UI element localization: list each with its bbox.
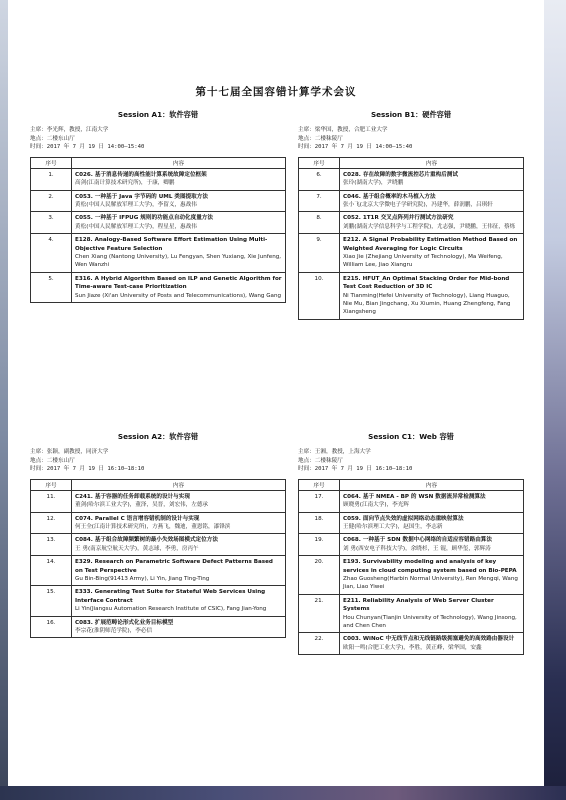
table-row	[31, 212, 286, 234]
paper-authors: Zhao Guosheng(Harbin Normal University), Ren Mengqi, Wang Jian, Liao Yiwei	[343, 576, 518, 591]
paper-authors: 刘 勇(西安电子科技大学)，余晓杉，王 锟，顾华玺，郭辉涛	[343, 545, 491, 552]
page-title: 第十七届全国容错计算学术会议	[195, 86, 357, 98]
table-header	[299, 157, 524, 168]
row-number: 18.	[299, 512, 340, 534]
row-content	[340, 534, 524, 556]
row-content	[72, 272, 286, 302]
session-chair: 主席：王湘，教授，上海大学	[298, 449, 371, 455]
row-number: 15.	[31, 586, 72, 616]
table-row	[299, 234, 524, 273]
paper-title: C028. 存在故障的数字微流控芯片重构后测试	[343, 171, 458, 178]
column-header-content: 内容	[340, 157, 524, 168]
session-name: Session B1：硬件容错	[370, 110, 452, 119]
session-c1	[298, 432, 524, 655]
paper-title: C084. 基于组合故障频繁树的最小失效场图模式定位方法	[75, 537, 218, 544]
row-number: 11.	[31, 490, 72, 512]
table-header	[299, 479, 524, 490]
row-number: 9.	[299, 234, 340, 273]
paper-authors: Chen Xiang (Nantong University), Lu Fengyan, Shen Yuxiang, Xie Junfeng, Wen Wanzhi	[75, 254, 282, 269]
session-b1	[298, 110, 524, 320]
background-strip-right	[544, 0, 566, 800]
table-row	[31, 616, 286, 638]
row-content	[72, 168, 286, 190]
row-number: 4.	[31, 234, 72, 273]
paper-title: C083. 扩展范畴论形式化业务目标模型	[75, 619, 174, 626]
row-number: 13.	[31, 534, 72, 556]
session-chair: 主席：梁华国，教授，合肥工业大学	[298, 127, 388, 133]
row-content	[340, 272, 524, 319]
paper-authors: 王健(哈尔滨理工大学)，赵国生，李志新	[343, 524, 443, 530]
paper-title: E212. A Signal Probability Estimation Method Based on Weighted Averaging for Logic Circuits	[343, 237, 518, 252]
paper-title: C053. 一种基于 Java 字节码的 UML 类图提取方法	[75, 193, 208, 200]
table-row	[31, 586, 286, 616]
paper-authors: 张小飞(北京大学微电子学研究院)，冯建华，薛润鹏，吕琪轩	[343, 202, 493, 208]
paper-authors: 顾晓勇(江南大学)，李光辉	[343, 502, 409, 509]
table-row	[31, 512, 286, 534]
paper-authors: 欧阳一鸣(合肥工业大学)，李胜，黄正峰，梁华国，安鑫	[343, 644, 482, 651]
table-row	[299, 556, 524, 595]
paper-title: E329. Research on Parametric Software Defect Patterns Based on Test Perspective	[75, 559, 273, 574]
row-number: 21.	[299, 594, 340, 633]
table-row	[31, 190, 286, 212]
paper-authors: Gu Bin-Bing(91413 Army), Li Yin, Jiang Ting-Ting	[75, 576, 210, 583]
column-header-no: 序号	[299, 157, 340, 168]
table-row	[299, 490, 524, 512]
row-content	[72, 190, 286, 212]
table-row	[299, 190, 524, 212]
row-number: 7.	[299, 190, 340, 212]
row-number: 16.	[31, 616, 72, 638]
row-number: 8.	[299, 212, 340, 234]
session-location: 地点：二楼秣陵厅	[298, 135, 343, 142]
row-content	[72, 512, 286, 534]
paper-authors: Ni Tianming(Hefei University of Technology), Liang Huaguo, Nie Mu, Bian Jingchang, Xu Xiumin, Huang Zhengfeng, Fang Xiangsheng	[343, 292, 511, 316]
session-location: 地点：二楼东山厅	[30, 457, 75, 464]
paper-table	[298, 157, 524, 320]
row-content	[72, 534, 286, 556]
row-number: 6.	[299, 168, 340, 190]
table-row	[299, 212, 524, 234]
paper-authors: 何王全(江南计算技术研究所)，方燕飞，魏迪，董恩铭，漆锋滨	[75, 524, 231, 530]
background-strip-bottom	[0, 786, 566, 800]
table-row	[299, 272, 524, 319]
table-header	[31, 479, 286, 490]
session-time: 时间：2017 年 7 月 19 日 14:00–15:40	[30, 144, 145, 151]
column-header-no: 序号	[31, 157, 72, 168]
row-content	[72, 586, 286, 616]
paper-title: C059. 面向节点失效的虚拟网络动态重映射算法	[343, 515, 464, 522]
row-content	[72, 616, 286, 638]
table-row	[31, 234, 286, 273]
column-header-content: 内容	[340, 479, 524, 490]
row-number: 14.	[31, 556, 72, 586]
paper-title: E211. Reliability Analysis of Web Server Cluster Systems	[343, 597, 494, 613]
table-row	[31, 490, 286, 512]
row-content	[340, 512, 524, 534]
paper-authors: Hou Chunyan(Tianjin University of Technology), Wang Jinsong, and Chen Chen	[343, 614, 517, 630]
row-content	[340, 633, 524, 655]
session-time: 时间：2017 年 7 月 19 日 14:00–15:40	[298, 144, 413, 151]
table-row	[31, 556, 286, 586]
paper-authors: Li Yin(Jiangsu Automation Research Institute of CSIC), Fang Jian-Yong	[75, 606, 267, 613]
paper-table	[298, 479, 524, 656]
row-number: 20.	[299, 556, 340, 595]
paper-authors: Sun Jiaze (Xi'an University of Posts and Telecommunications), Wang Gang	[75, 292, 282, 299]
paper-authors: 黄松(中国人民解放军理工大学)，李留义，惠战伟	[75, 202, 197, 208]
session-name: Session A2：软件容错	[117, 432, 199, 441]
session-chair: 主席：张颖，副教授，同济大学	[30, 449, 109, 455]
table-row	[31, 168, 286, 190]
row-number: 12.	[31, 512, 72, 534]
session-a2	[30, 432, 286, 638]
row-content	[72, 234, 286, 273]
paper-table	[30, 479, 286, 639]
row-content	[340, 556, 524, 595]
row-content	[72, 212, 286, 234]
column-header-no: 序号	[31, 479, 72, 490]
session-chair: 主席：李光辉，教授，江南大学	[30, 127, 109, 133]
table-header	[31, 157, 286, 168]
session-location: 地点：二楼东山厅	[30, 135, 75, 142]
paper-title: C064. 基于 NMEA - BP 的 WSN 数据流异常检测算法	[343, 493, 486, 500]
paper-authors: Xiao Jie (Zhejiang University of Technology), Ma Weifeng, William Lee, Jiao Xiangru	[343, 254, 503, 269]
paper-table	[30, 157, 286, 303]
row-number: 3.	[31, 212, 72, 234]
paper-authors: 刘鹏(湖南大学信息科学与工程学院)，尤志强，尹晓鹏，王伟征，蔡烁	[343, 223, 516, 230]
column-header-no: 序号	[299, 479, 340, 490]
paper-title: E193. Survivability modeling and analysis of key services in cloud computing system based on Bio-PEPA	[343, 559, 517, 574]
row-content	[340, 190, 524, 212]
paper-title: C241. 基于容器的任务卸载系统的设计与实现	[75, 493, 190, 500]
session-name: Session A1：软件容错	[117, 110, 199, 119]
row-content	[340, 490, 524, 512]
session-time: 时间：2017 年 7 月 19 日 16:10–18:10	[298, 466, 413, 473]
paper-title: E128. Analogy-Based Software Effort Estimation Using Multi-Objective Feature Selection	[75, 237, 268, 252]
session-time: 时间：2017 年 7 月 19 日 16:10–18:10	[30, 466, 145, 473]
table-row	[299, 512, 524, 534]
row-content	[340, 168, 524, 190]
row-content	[340, 234, 524, 273]
background-strip-left	[0, 0, 8, 800]
row-number: 17.	[299, 490, 340, 512]
paper-title: C003. WiNoC 中无线节点和无线链路级拥塞避免的高效路由器设计	[343, 636, 515, 643]
program-page	[8, 0, 544, 786]
column-header-content: 内容	[72, 157, 286, 168]
row-number: 2.	[31, 190, 72, 212]
paper-title: E215. HFUT_An Optimal Stacking Order for Mid-bond Test Cost Reduction of 3D IC	[343, 275, 510, 291]
paper-title: C026. 基于消息传递的高性能计算系统故障定位框架	[75, 171, 207, 178]
row-content	[72, 556, 286, 586]
paper-authors: 李宗花(淮阴师范学院)，李必信	[75, 628, 153, 635]
paper-title: E316. A Hybrid Algorithm Based on ILP and Genetic Algorithm for Time-aware Test-case Prioritization	[75, 275, 282, 291]
table-row	[299, 168, 524, 190]
row-number: 5.	[31, 272, 72, 302]
paper-authors: 王 勇(南京航空航天大学)，黄志球，李勇，房丙午	[75, 545, 199, 552]
row-content	[72, 490, 286, 512]
paper-authors: 黄松(中国人民解放军理工大学)，程星星，惠战伟	[75, 223, 197, 230]
table-row	[31, 534, 286, 556]
paper-title: C046. 基于组合概率的木马植入方法	[343, 193, 436, 200]
session-a1	[30, 110, 286, 303]
row-number: 19.	[299, 534, 340, 556]
paper-title: C074. Parallel C 语言增容错机制的设计与实现	[75, 515, 200, 522]
row-number: 10.	[299, 272, 340, 319]
row-content	[340, 212, 524, 234]
paper-title: E333. Generating Test Suite for Stateful Web Services Using Interface Contract	[75, 589, 266, 604]
column-header-content: 内容	[72, 479, 286, 490]
table-row	[31, 272, 286, 302]
paper-title: C052. 1T1R 交叉点阵列并行测试方法研究	[343, 215, 454, 222]
table-row	[299, 633, 524, 655]
paper-title: C055. 一种基于 IFPUG 规则的功能点自动化度量方法	[75, 215, 213, 222]
row-number: 1.	[31, 168, 72, 190]
paper-authors: 张玲(湖南大学)，尹晓鹏	[343, 180, 404, 187]
session-name: Session C1：Web 容错	[368, 432, 454, 441]
paper-title: C068. 一种基于 SDN 数据中心网络的自适应容错路由算法	[343, 537, 492, 544]
paper-authors: 高剑(江南计算技术研究所)，于康，卿鹏	[75, 180, 175, 187]
row-number: 22.	[299, 633, 340, 655]
row-content	[340, 594, 524, 633]
session-location: 地点：二楼秣陵厅	[298, 457, 343, 464]
paper-authors: 董剑(哈尔滨工业大学)，董泽，吴晋，刘宏伟，左德承	[75, 502, 209, 509]
table-row	[299, 534, 524, 556]
table-row	[299, 594, 524, 633]
